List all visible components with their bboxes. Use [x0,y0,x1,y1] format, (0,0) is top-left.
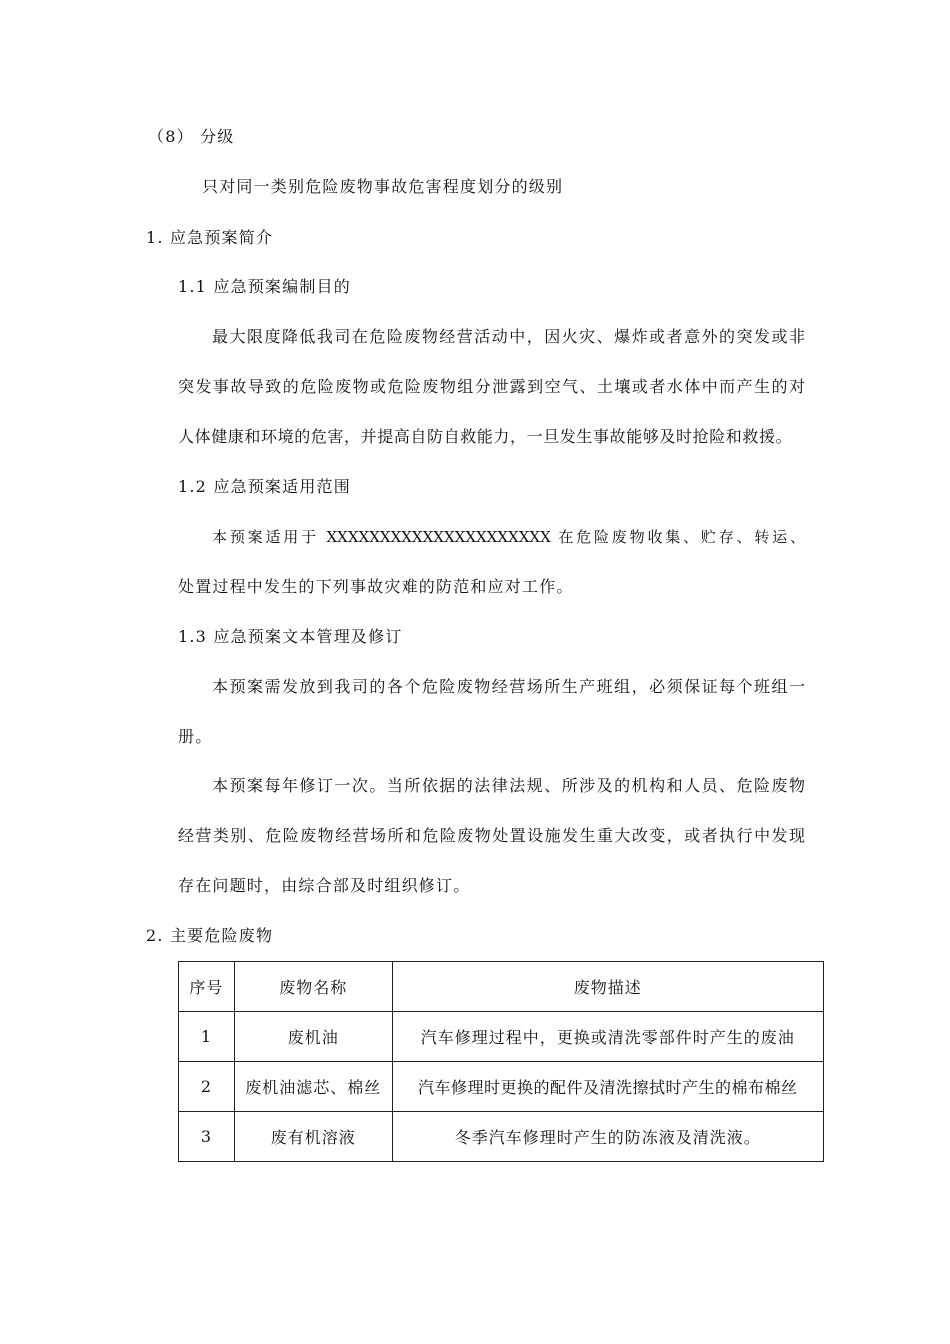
table-cell: 1 [179,1012,235,1062]
section-1-2-paragraph-line: 处置过程中发生的下列事故灾难的防范和应对工作。 [178,577,574,596]
table-cell: 汽车修理过程中，更换或清洗零部件时产生的废油 [392,1012,823,1062]
table-header-cell: 废物名称 [234,962,392,1012]
table-cell: 废有机溶液 [234,1112,392,1162]
table-cell: 冬季汽车修理时产生的防冻液及清洗液。 [392,1112,823,1162]
table-header-cell: 序号 [179,962,235,1012]
section-8-heading: （8） 分级 [148,127,235,146]
section-1-2-paragraph-line: 本预案适用于 XXXXXXXXXXXXXXXXXXXXX 在危险废物收集、贮存、转运、 [212,528,805,546]
table-cell: 3 [179,1112,235,1162]
section-1-3-paragraph-line: 存在问题时，由综合部及时组织修订。 [178,876,471,895]
section-1-3-paragraph-line: 本预案每年修订一次。当所依据的法律法规、所涉及的机构和人员、危险废物 [212,776,805,795]
section-1-1-heading: 1.1 应急预案编制目的 [178,277,351,296]
table-header-row [179,962,824,1012]
table-row [179,1012,824,1062]
section-1-1-paragraph-line: 最大限度降低我司在危险废物经营活动中，因火灾、爆炸或者意外的突发或非 [212,327,805,346]
section-1-1-paragraph-line: 突发事故导致的危险废物或危险废物组分泄露到空气、土壤或者水体中而产生的对 [178,377,805,396]
section-1-3-heading: 1.3 应急预案文本管理及修订 [178,627,403,646]
table-cell: 2 [179,1062,235,1112]
section-1-1-paragraph-line: 人体健康和环境的危害，并提高自防自救能力，一旦发生事故能够及时抢险和救援。 [178,427,793,446]
section-1-3-paragraph-line: 本预案需发放到我司的各个危险废物经营场所生产班组，必须保证每个班组一 [212,677,805,696]
table-cell: 汽车修理时更换的配件及清洗擦拭时产生的棉布棉丝 [392,1062,823,1112]
section-1-3-paragraph-line: 经营类别、危险废物经营场所和危险废物处置设施发生重大改变，或者执行中发现 [178,826,805,845]
section-8-text: 只对同一类别危险废物事故危害程度划分的级别 [202,177,564,196]
table-row [179,1112,824,1162]
section-1-heading: 1. 应急预案简介 [146,228,274,247]
table-cell: 废机油 [234,1012,392,1062]
section-2-heading: 2. 主要危险废物 [146,926,274,945]
section-1-3-paragraph-line: 册。 [178,727,213,746]
section-1-2-heading: 1.2 应急预案适用范围 [178,477,351,496]
table-cell: 废机油滤芯、棉丝 [234,1062,392,1112]
table-row [179,1062,824,1112]
waste-table [178,961,824,1162]
table-header-cell: 废物描述 [392,962,823,1012]
